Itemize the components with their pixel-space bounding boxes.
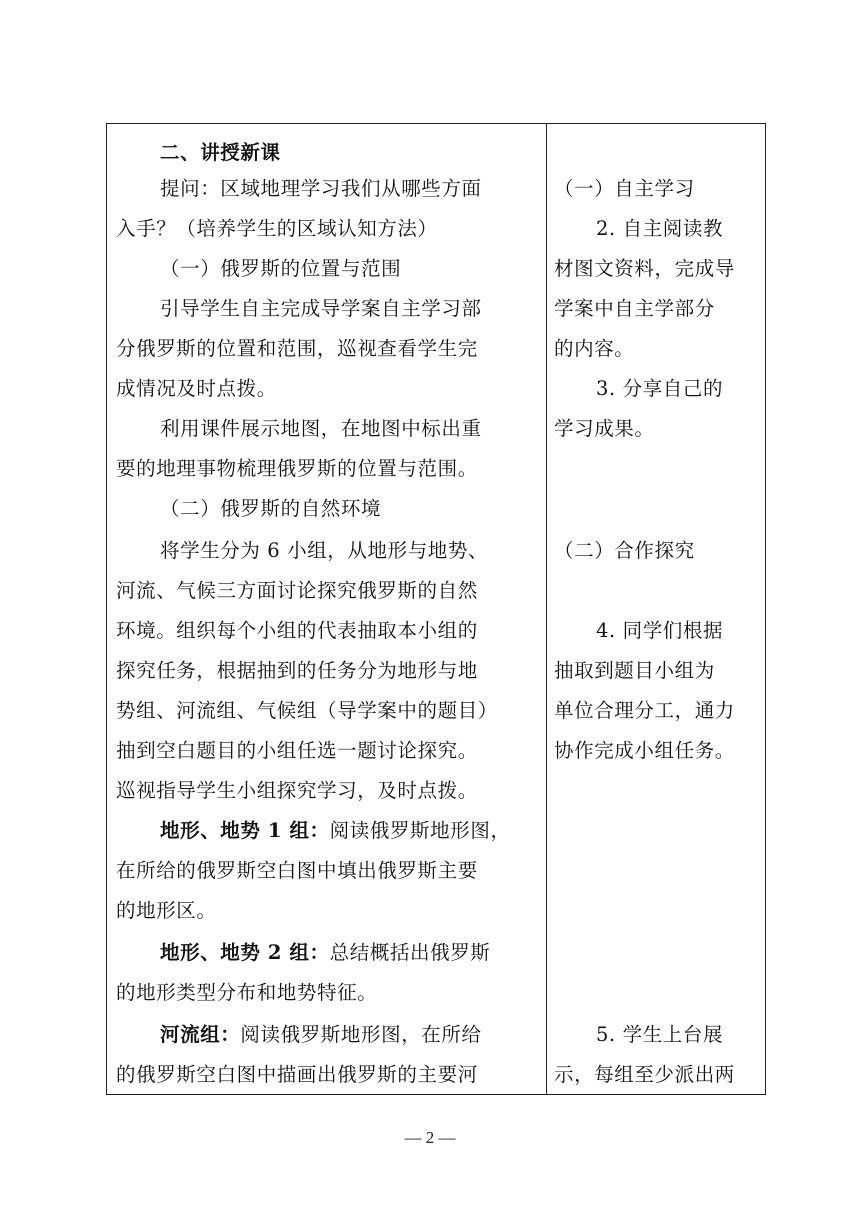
- teacher-text-line: 巡视指导学生小组探究学习，及时点拨。: [116, 779, 478, 802]
- group-label: 地形、地势 2 组：: [160, 941, 330, 964]
- column-divider: [546, 123, 547, 1095]
- group-task-text: 阅读俄罗斯地形图，: [329, 819, 511, 842]
- student-text-line: 4. 同学们根据: [596, 619, 724, 642]
- student-text-line: 3. 分享自己的: [596, 377, 724, 400]
- student-text-line: 协作完成小组任务。: [554, 739, 735, 762]
- student-heading: （一）自主学习: [554, 177, 695, 200]
- student-text-line: 学案中自主学部分: [554, 297, 715, 320]
- section-heading: 二、讲授新课: [160, 141, 281, 164]
- subsection-heading: （二）俄罗斯的自然环境: [160, 497, 382, 520]
- student-text-line: 示，每组至少派出两: [554, 1063, 735, 1086]
- teacher-text-line: 分俄罗斯的位置和范围，巡视查看学生完: [116, 337, 478, 360]
- teacher-text-line: 入手？（培养学生的区域认知方法）: [116, 217, 438, 240]
- student-text-line: 的内容。: [554, 337, 635, 360]
- teacher-text-line: 引导学生自主完成导学案自主学习部: [160, 297, 482, 320]
- teacher-text-line: 势组、河流组、气候组（导学案中的题目）: [116, 699, 498, 722]
- student-text-line: 5. 学生上台展: [596, 1023, 724, 1046]
- student-text-line: 材图文资料，完成导: [554, 257, 735, 280]
- group-label: 河流组：: [160, 1023, 241, 1046]
- teacher-text-line: 提问：区域地理学习我们从哪些方面: [160, 177, 482, 200]
- group-task-text: 阅读俄罗斯地形图，在所给: [240, 1023, 482, 1046]
- student-text-line: 单位合理分工，通力: [554, 699, 735, 722]
- teacher-text-line: 抽到空白题目的小组任选一题讨论探究。: [116, 739, 478, 762]
- group-label: 地形、地势 1 组：: [160, 819, 330, 842]
- student-text-line: 2. 自主阅读教: [596, 217, 724, 240]
- teacher-text-line: 河流、气候三方面讨论探究俄罗斯的自然: [116, 579, 478, 602]
- teacher-text-line: [160, 941, 490, 965]
- student-heading: （二）合作探究: [554, 539, 695, 562]
- student-text-line: 学习成果。: [554, 417, 655, 440]
- teacher-text-line: 利用课件展示地图，在地图中标出重: [160, 417, 482, 440]
- student-text-line: 抽取到题目小组为: [554, 659, 715, 682]
- page-number: — 2 —: [404, 1128, 456, 1147]
- teacher-text-line: [160, 819, 511, 843]
- teacher-text-line: 的俄罗斯空白图中描画出俄罗斯的主要河: [116, 1063, 478, 1086]
- teacher-text-line: 环境。组织每个小组的代表抽取本小组的: [116, 619, 478, 642]
- teacher-text-line: [160, 1023, 482, 1047]
- teacher-text-line: 的地形区。: [116, 899, 217, 922]
- teacher-text-line: 在所给的俄罗斯空白图中填出俄罗斯主要: [116, 859, 478, 882]
- teacher-text-line: 将学生分为 6 小组，从地形与地势、: [160, 539, 489, 562]
- teacher-text-line: 成情况及时点拨。: [116, 377, 277, 400]
- subsection-heading: （一）俄罗斯的位置与范围: [160, 257, 402, 280]
- teacher-text-line: 探究任务，根据抽到的任务分为地形与地: [116, 659, 478, 682]
- teacher-text-line: 要的地理事物梳理俄罗斯的位置与范围。: [116, 457, 478, 480]
- group-task-text: 总结概括出俄罗斯: [329, 941, 491, 964]
- teacher-text-line: 的地形类型分布和地势特征。: [116, 981, 378, 1004]
